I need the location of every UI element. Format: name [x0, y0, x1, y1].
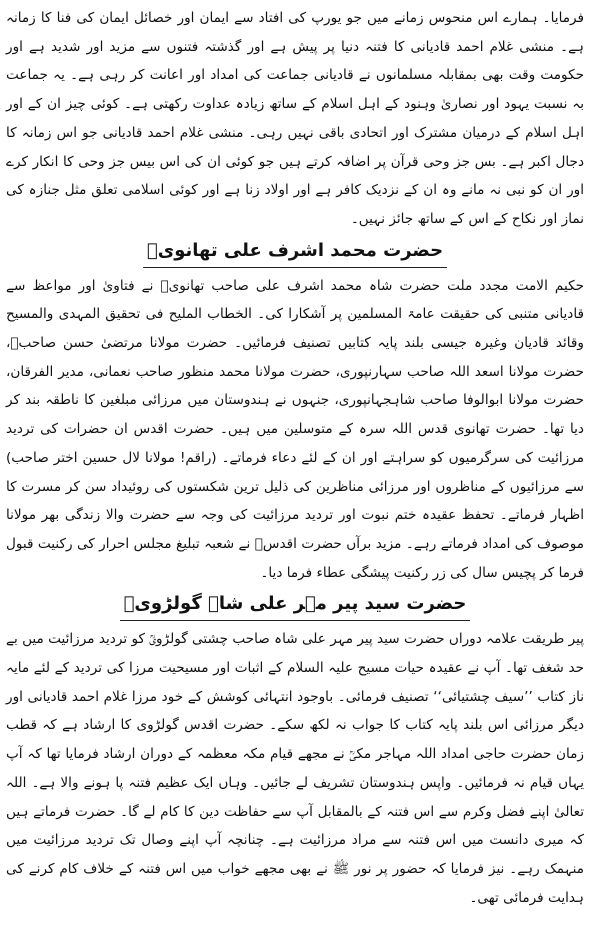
heading-text: حضرت سید پیر مہر علی شاہ گولڑویؒ — [120, 589, 471, 621]
section-heading-thanvi — [6, 236, 584, 268]
paragraph-text: پیر طریقت علامہ دوراں حضرت سید پیر مہر علی شاہ صاحب چشتی گولڑویؒ کو تردید مرزائیت میں بے حد شغف تھا۔ آپ نے عقیدہ حیات مسیح علیہ السلام کے اثبات اور مسیحیت مرزا کی تردید کے لئے مایہ ناز کتاب ’’سیف چشتیائی‘‘ تصنیف فرمائی۔ باوجود انتہائی کوشش کے خود مرزا غلام احمد قادیانی اور دیگر مرزائی اس بلند پایہ کتاب کا جواب نہ لکھ سکے۔ حضرت اقدس گولڑوی کا ارشاد ہے کہ قطب زمان حضرت حاجی امداد اللہ مہاجر مکیؒ نے مجھے قیام مکہ معظمہ کے دوران ارشاد فرمایا تھا کہ آپ یہاں قیام نہ فرمائیں۔ واپس ہندوستان تشریف لے جائیں۔ وہاں ایک عظیم فتنہ پا ہونے والا ہے۔ اللہ تعالیٰ اپنے فضل وکرم سے اس فتنہ کے بالمقابل آپ سے حفاظت دین کا کام لے گا۔ حضرت فرماتے ہیں کہ میری دانست میں اس فتنہ سے مراد مرزائیت ہے۔ چنانچہ آپ اپنے وصال تک تردید مرزائیت میں منہمک رہے۔ نیز فرمایا کہ حضور پر نور ﷺ نے بھی مجھے خواب میں اس فتنہ کے خلاف کام کرنے کی ہدایت فرمائی تھی۔ — [6, 631, 584, 906]
section-intro — [6, 4, 584, 234]
paragraph-intro — [6, 4, 584, 234]
section-golrvi — [6, 589, 584, 912]
heading-text: حضرت محمد اشرف علی تھانویؒ — [143, 236, 447, 268]
paragraph-text: حکیم الامت مجدد ملت حضرت شاہ محمد اشرف علی صاحب تھانویؒ نے فتاویٰ اور مواعظ سے قادیانی متنبی کی حقیقت عامۃ المسلمین پر آشکارا کی۔ الخطاب الملیح فی تحقیق المہدی والمسیح وقائد قادیان وغیرہ جیسی بلند پایہ کتابیں تصنیف فرمائیں۔ حضرت مولانا مرتضیٰ حسن صاحبؒ، حضرت مولانا اسعد اللہ صاحب سہارنپوری، حضرت مولانا محمد منظور صاحب نعمانی، مدیر الفرقان، حضرت مولانا ابوالوفا صاحب شاہجہانپوری، جنہوں نے ہندوستان میں مرزائی مبلغین کا ناطقہ بند کر دیا تھا۔ حضرت تھانوی قدس اللہ سرہ کے متوسلین میں ہیں۔ حضرت اقدس ان حضرات کی تردید مرزائیت کی سرگرمیوں کو سراہتے اور ان کے لئے دعاء فرماتے۔ (راقم! مولانا لال حسین اختر صاحب) سے مرزائیوں کے مناظروں اور مرزائی مناظرین کی ذلیل ترین شکستوں کی روئیداد سن کر مسرت کا اظہار فرماتے۔ تحفظ عقیدہ ختم نبوت اور تردید مرزائیت کی وجہ سے حضرت والا زندگی بھر مولانا موصوف کی امداد فرماتے رہے۔ مزید برآں حضرت اقدسؒ نے شعبہ تبلیغ مجلس احرار کی رکنیت قبول فرما کر پچیس سال کی زر رکنیت پیشگی عطاء فرما دیا۔ — [6, 277, 584, 581]
section-heading-golrvi — [6, 589, 584, 621]
section-thanvi — [6, 236, 584, 588]
paragraph-golrvi — [6, 625, 584, 912]
paragraph-thanvi — [6, 272, 584, 588]
paragraph-text: فرمایا۔ ہمارے اس منحوس زمانے میں جو یورپ کی افتاد سے ایمان اور خصائل ایمان کی فنا کا زمانہ ہے۔ منشی غلام احمد قادیانی کا فتنہ دنیا پر پیش ہے اور گذشتہ فتنوں سے مزید اور شدید ہے اور حکومت وقت بھی بمقابلہ مسلمانوں نے قادیانی جماعت کی امداد اور اعانت کر رہی ہے۔ یہ جماعت بہ نسبت یہود اور نصاریٰ وہنود کے اہل اسلام کے ساتھ زیادہ عداوت رکھتی ہے۔ کوئی چیز ان کے اور اہل اسلام کے درمیان مشترک اور اتحادی باقی نہیں رہی۔ منشی غلام احمد قادیانی جو اس زمانہ کا دجال اکبر ہے۔ بس جز وحی قرآن پر اضافہ کرتے ہیں جو کوئی ان کی اس بیس جز وحی کا انکار کرے اور ان کو نبی نہ مانے وہ ان کے نزدیک کافر ہے اور اولاد زنا ہے اور کوئی اسلامی تعلق مثل جنازہ کی نماز اور نکاح کے اس کے ساتھ جائز نہیں۔ — [6, 10, 584, 227]
